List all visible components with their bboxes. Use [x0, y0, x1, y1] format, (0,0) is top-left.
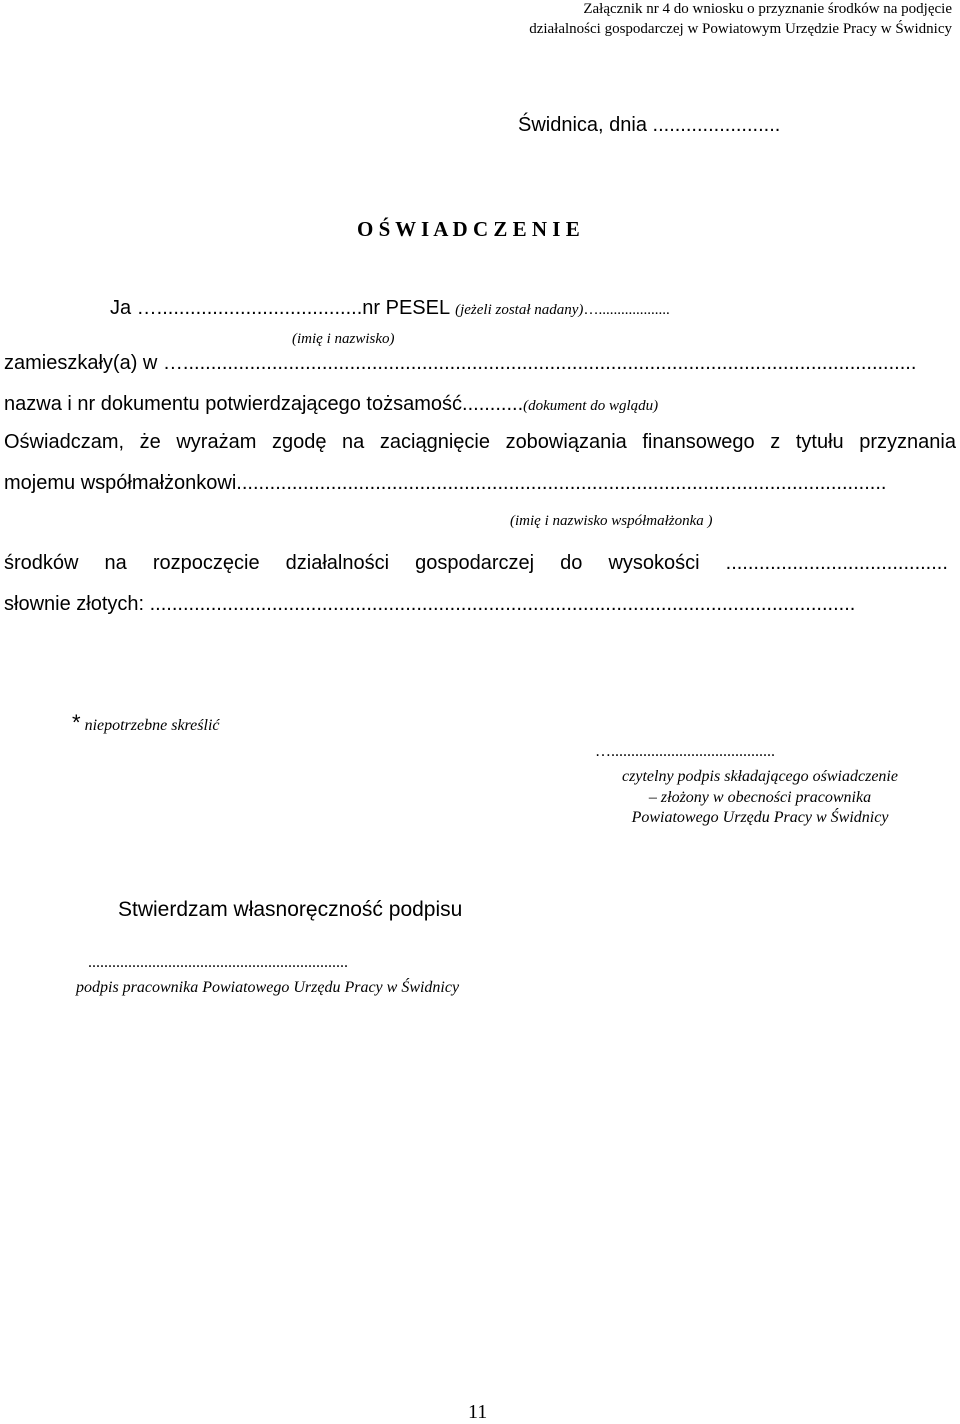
- employee-signature-field: .................................................................: [88, 954, 348, 971]
- statement-word: Oświadczam,: [4, 431, 125, 453]
- statement-word: finansowego: [642, 431, 755, 453]
- declarant-name-field: Ja ….....................................: [110, 297, 363, 319]
- signature-field: ….........................................: [595, 743, 775, 760]
- footnote-asterisk: *: [72, 710, 81, 735]
- document-title: O Ś W I A D C Z E N I E: [357, 217, 580, 241]
- statement-line-3: [4, 552, 948, 575]
- declarant-name-line: [110, 297, 670, 320]
- statement-word: rozpoczęcie: [152, 552, 260, 574]
- pesel-field: …...................: [583, 302, 670, 318]
- spouse-line: mojemu współmałżonkowi.....................................................................................................................: [4, 472, 887, 494]
- pesel-note: (jeżeli został nadany): [455, 302, 584, 318]
- statement-word: z: [770, 431, 781, 453]
- footnote-text: niepotrzebne skreślić: [84, 717, 220, 734]
- verification-title: Stwierdzam własnoręczność podpisu: [118, 898, 463, 921]
- amount-field: ........................................: [725, 552, 948, 574]
- residence-line: zamieszkały(a) w …....................................................................................................................................: [4, 352, 917, 374]
- statement-word: zobowiązania: [505, 431, 627, 453]
- statement-word: działalności: [285, 552, 390, 574]
- identity-document-label: nazwa i nr dokumentu potwierdzającego tożsamość...........: [4, 393, 524, 415]
- employee-signature-caption: podpis pracownika Powiatowego Urzędu Pracy w Świdnicy: [76, 979, 460, 996]
- pesel-label: nr PESEL: [362, 297, 451, 319]
- place-date: Świdnica, dnia .......................: [518, 114, 781, 136]
- identity-document-note: (dokument do wglądu): [523, 398, 659, 414]
- attachment-header-line-1: Załącznik nr 4 do wniosku o przyznanie środków na podjęcie: [583, 1, 952, 17]
- page-number: 11: [468, 1401, 488, 1423]
- statement-word: gospodarczej: [415, 552, 535, 574]
- attachment-header-line-2: działalności gospodarczej w Powiatowym Urzędzie Pracy w Świdnicy: [529, 21, 952, 37]
- statement-word: środków: [4, 552, 79, 574]
- identity-document-line: [4, 393, 658, 416]
- signature-caption-3: Powiatowego Urzędu Pracy w Świdnicy: [631, 809, 889, 826]
- statement-line-1: [4, 431, 956, 454]
- statement-word: na: [342, 431, 365, 453]
- statement-word: na: [104, 552, 127, 574]
- signature-caption-2: – złożony w obecności pracownika: [648, 789, 872, 806]
- statement-word: zgodę: [271, 431, 327, 453]
- signature-caption-1: czytelny podpis składającego oświadczenie: [622, 768, 898, 785]
- spouse-caption: (imię i nazwisko współmałżonka ): [510, 513, 713, 529]
- amount-in-words-line: słownie złotych: ...............................................................................................................................: [4, 593, 856, 615]
- statement-word: do: [560, 552, 583, 574]
- footnote: [72, 710, 220, 736]
- statement-word: tytułu: [795, 431, 844, 453]
- statement-word: wyrażam: [176, 431, 257, 453]
- name-caption: (imię i nazwisko): [292, 331, 395, 347]
- statement-word: że: [139, 431, 161, 453]
- statement-word: zaciągnięcie: [379, 431, 490, 453]
- statement-word: przyznania: [859, 431, 956, 453]
- statement-word: wysokości: [608, 552, 700, 574]
